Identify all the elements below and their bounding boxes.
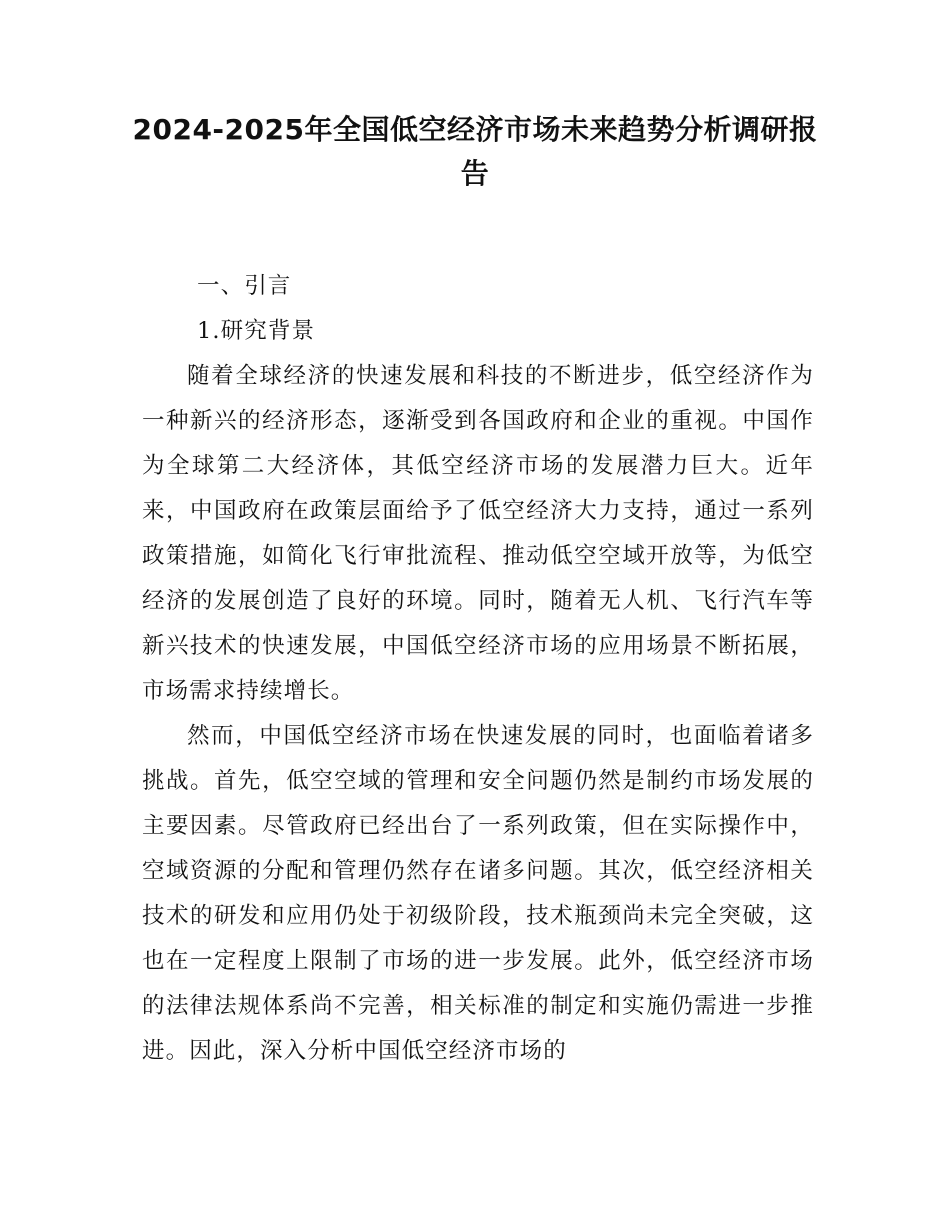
subsection-heading: 1.研究背景 xyxy=(197,318,316,344)
paragraph-background: 随着全球经济的快速发展和科技的不断进步，低空经济作为一种新兴的经济形态，逐渐受到各国政府和企业的重视。中国作为全球第二大经济体，其低空经济市场的发展潜力巨大。近年来，中国政府在政策层面给予了低空经济大力支持，通过一系列政策措施，如简化飞行审批流程、推动低空空域开放等，为低空经济的发展创造了良好的环境。同时，随着无人机、飞行汽车等新兴技术的快速发展，中国低空经济市场的应用场景不断拓展，市场需求持续增长。 xyxy=(142,363,814,704)
paragraph-challenges: 然而，中国低空经济市场在快速发展的同时，也面临着诸多挑战。首先，低空空域的管理和安全问题仍然是制约市场发展的主要因素。尽管政府已经出台了一系列政策，但在实际操作中，空域资源的分配和管理仍然存在诸多问题。其次，低空经济相关技术的研发和应用仍处于初级阶段，技术瓶颈尚未完全突破，这也在一定程度上限制了市场的进一步发展。此外，低空经济市场的法律法规体系尚不完善，相关标准的制定和实施仍需进一步推进。因此，深入分析中国低空经济市场的 xyxy=(142,723,814,1064)
document-title: 2024-2025年全国低空经济市场未来趋势分析调研报告 xyxy=(132,113,818,190)
document-body xyxy=(142,264,814,1074)
section-heading: 一、引言 xyxy=(197,273,292,299)
